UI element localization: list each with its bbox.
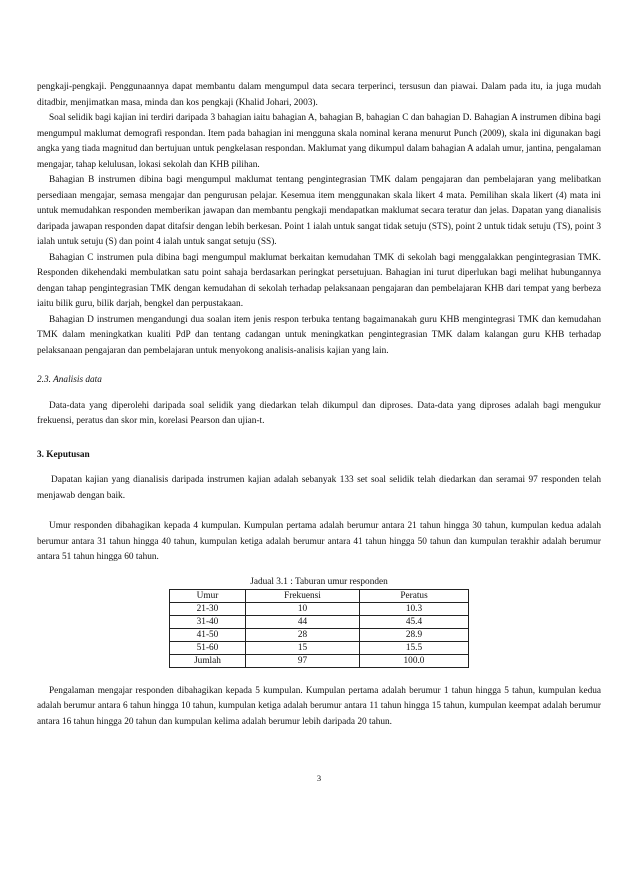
paragraph-section-b: Bahagian B instrumen dibina bagi mengumpul maklumat tentang pengintegrasian TMK dalam pengajaran dan pembelajaran yang melibatkan persediaan mengajar, semasa mengajar dan pengurusan pelajar. Kesemua item menggunakan skala likert 4 mata. Pemilihan skala likert (4) mata ini untuk memudahkan responden memberikan jawapan dan membantu pengkaji mendapatkan maklumat secara teratur dan jelas. Dapatan yang dianalisis daripada jawapan responden dapat ditafsir dengan lebih berkesan. Point 1 ialah untuk sangat tidak setuju (STS), point 2 untuk tidak setuju (TS), point 3 ialah untuk setuju (S) dan point 4 ialah untuk sangat setuju (SS). xyxy=(37,175,601,247)
table-cell: 28 xyxy=(246,628,360,641)
paragraph-section-c: Bahagian C instrumen pula dibina bagi mengumpul maklumat berkaitan kemudahan TMK di sekolah bagi menggalakkan pengintegrasian TMK. Responden dikehendaki membulatkan satu point sahaja berdasarkan peringkat persetujuan. Bahagian ini turut diperlukan bagi melihat hubungannya dengan tahap pengintegrasian TMK dengan kemudahan di sekolah terhadap pelaksanaan pengajaran dan pembelajaran KHB dari tempat yang berbeza iaitu bilik guru, bilik darjah, bengkel dan perpustakaan. xyxy=(37,252,601,309)
paragraph-section-d: Bahagian D instrumen mengandungi dua soalan item jenis respon terbuka tentang bagaimanakah guru KHB mengintegrasi TMK dan kemudahan TMK dalam meningkatkan kualiti PdP dan tentang cadangan untuk meningkatkan pengintegrasian TMK dalam kalangan guru KHB terhadap pelaksanaan pengajaran dan pembelajaran untuk menyokong analisis-analisis kajian yang lain. xyxy=(37,314,601,356)
table-cell: 31-40 xyxy=(170,615,246,628)
table-row xyxy=(170,615,469,628)
table-row xyxy=(170,602,469,615)
table-cell: 15.5 xyxy=(360,641,469,654)
table-cell: 28.9 xyxy=(360,628,469,641)
table-header-row xyxy=(170,589,469,602)
table-cell: 41-50 xyxy=(170,628,246,641)
table-row xyxy=(170,641,469,654)
age-distribution-table-block xyxy=(37,576,601,668)
table-cell: 15 xyxy=(246,641,360,654)
table-header-cell: Peratus xyxy=(360,589,469,602)
table-cell: 97 xyxy=(246,654,360,667)
table-cell: 10.3 xyxy=(360,602,469,615)
paragraph-age-groups: Umur responden dibahagikan kepada 4 kumpulan. Kumpulan pertama adalah berumur antara 21 tahun hingga 30 tahun, kumpulan kedua adalah berumur antara 31 tahun hingga 40 tahun, kumpulan ketiga adalah berumur antara 41 tahun hingga 50 tahun dan kumpulan terakhir adalah berumur antara 51 tahun hingga 60 tahun. xyxy=(37,521,601,562)
table-header-cell: Frekuensi xyxy=(246,589,360,602)
table-row-total xyxy=(170,654,469,667)
section-heading-results: 3. Keputusan xyxy=(37,449,90,460)
paragraph-analysis: Data-data yang diperolehi daripada soal selidik yang diedarkan telah dikumpul dan diproses. Data-data yang diproses adalah bagi mengukur frekuensi, peratus dan skor min, korelasi Pearson dan ujian-t. xyxy=(37,400,601,426)
page-number: 3 xyxy=(316,773,322,783)
table-cell: 45.4 xyxy=(360,615,469,628)
section-heading-analysis: 2.3. Analisis data xyxy=(37,375,102,385)
paragraph-sections-overview: Soal selidik bagi kajian ini terdiri daripada 3 bahagian iaitu bahagian A, bahagian B, bahagian C dan bahagian D. Bahagian A instrumen dibina bagi mengumpul maklumat demografi respondan. Item pada bahagian ini mengguna skala nominal kerana menurut Punch (2009), skala ini digunakan bagi angka yang tiada magnitud dan bertujuan untuk pengkelasan respondan. Maklumat yang dikumpul dalam bahagian A adalah umur, jantina, pengalaman mengajar, tahap kelulusan, lokasi sekolah dan KHB pilihan. xyxy=(37,113,601,170)
table-cell: Jumlah xyxy=(170,654,246,667)
table-cell: 21-30 xyxy=(170,602,246,615)
paragraph-continuation: pengkaji-pengkaji. Penggunaannya dapat membantu dalam mengumpul data secara terperinci, tersusun dan piawai. Dalam pada itu, ia juga mudah ditadbir, menjimatkan masa, minda dan kos pengkaji (Khalid Johari, 2003). xyxy=(37,82,601,108)
age-distribution-table xyxy=(169,589,469,668)
table-cell: 51-60 xyxy=(170,641,246,654)
paragraph-results-intro: Dapatan kajian yang dianalisis daripada instrumen kajian adalah sebanyak 133 set soal selidik telah diedarkan dan seramai 97 responden telah menjawab dengan baik. xyxy=(37,475,601,501)
table-row xyxy=(170,628,469,641)
table-header-cell: Umur xyxy=(170,589,246,602)
table-caption: Jadual 3.1 : Taburan umur responden xyxy=(250,576,388,587)
table-cell: 100.0 xyxy=(360,654,469,667)
table-cell: 10 xyxy=(246,602,360,615)
table-cell: 44 xyxy=(246,615,360,628)
page-body xyxy=(37,80,601,730)
paragraph-teaching-experience: Pengalaman mengajar responden dibahagikan kepada 5 kumpulan. Kumpulan pertama adalah berumur 1 tahun hingga 5 tahun, kumpulan kedua adalah berumur antara 6 tahun hingga 10 tahun, kumpulan ketiga adalah berumur antara 11 tahun hingga 15 tahun, kumpulan keempat adalah berumur antara 16 tahun hingga 20 tahun dan kumpulan kelima adalah berumur lebih daripada 20 tahun. xyxy=(37,685,601,727)
